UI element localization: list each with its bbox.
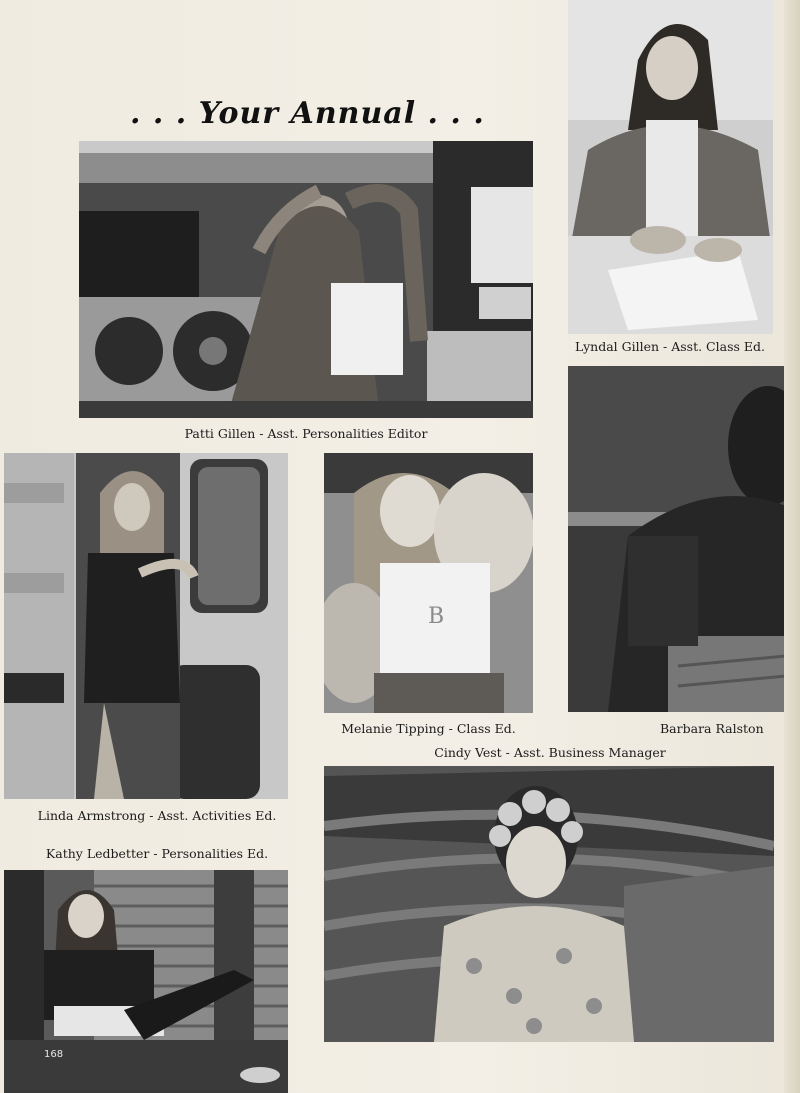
caption-kathy-ledbetter: Kathy Ledbetter - Personalities Ed. [45, 846, 269, 861]
photo-melanie-tipping [324, 453, 533, 713]
page-headline: . . . Your Annual . . . [130, 96, 485, 131]
photo-linda-armstrong [4, 453, 288, 799]
photo-patti-gillen [79, 141, 533, 418]
caption-linda-armstrong: Linda Armstrong - Asst. Activities Ed. [37, 808, 277, 823]
photo-lyndal-gillen [568, 0, 773, 334]
caption-melanie-tipping: Melanie Tipping - Class Ed. [341, 721, 516, 736]
caption-barbara-ralston: Barbara Ralston [660, 721, 764, 736]
page-edge [784, 0, 800, 1093]
caption-lyndal-gillen: Lyndal Gillen - Asst. Class Ed. [575, 339, 765, 354]
svg-text:B: B [428, 604, 445, 629]
caption-cindy-vest: Cindy Vest - Asst. Business Manager [434, 745, 666, 760]
photo-barbara-ralston [568, 366, 786, 712]
page-number: 168 [44, 1049, 64, 1060]
photo-cindy-vest [324, 766, 774, 1042]
caption-patti-gillen: Patti Gillen - Asst. Personalities Editor [184, 426, 428, 441]
